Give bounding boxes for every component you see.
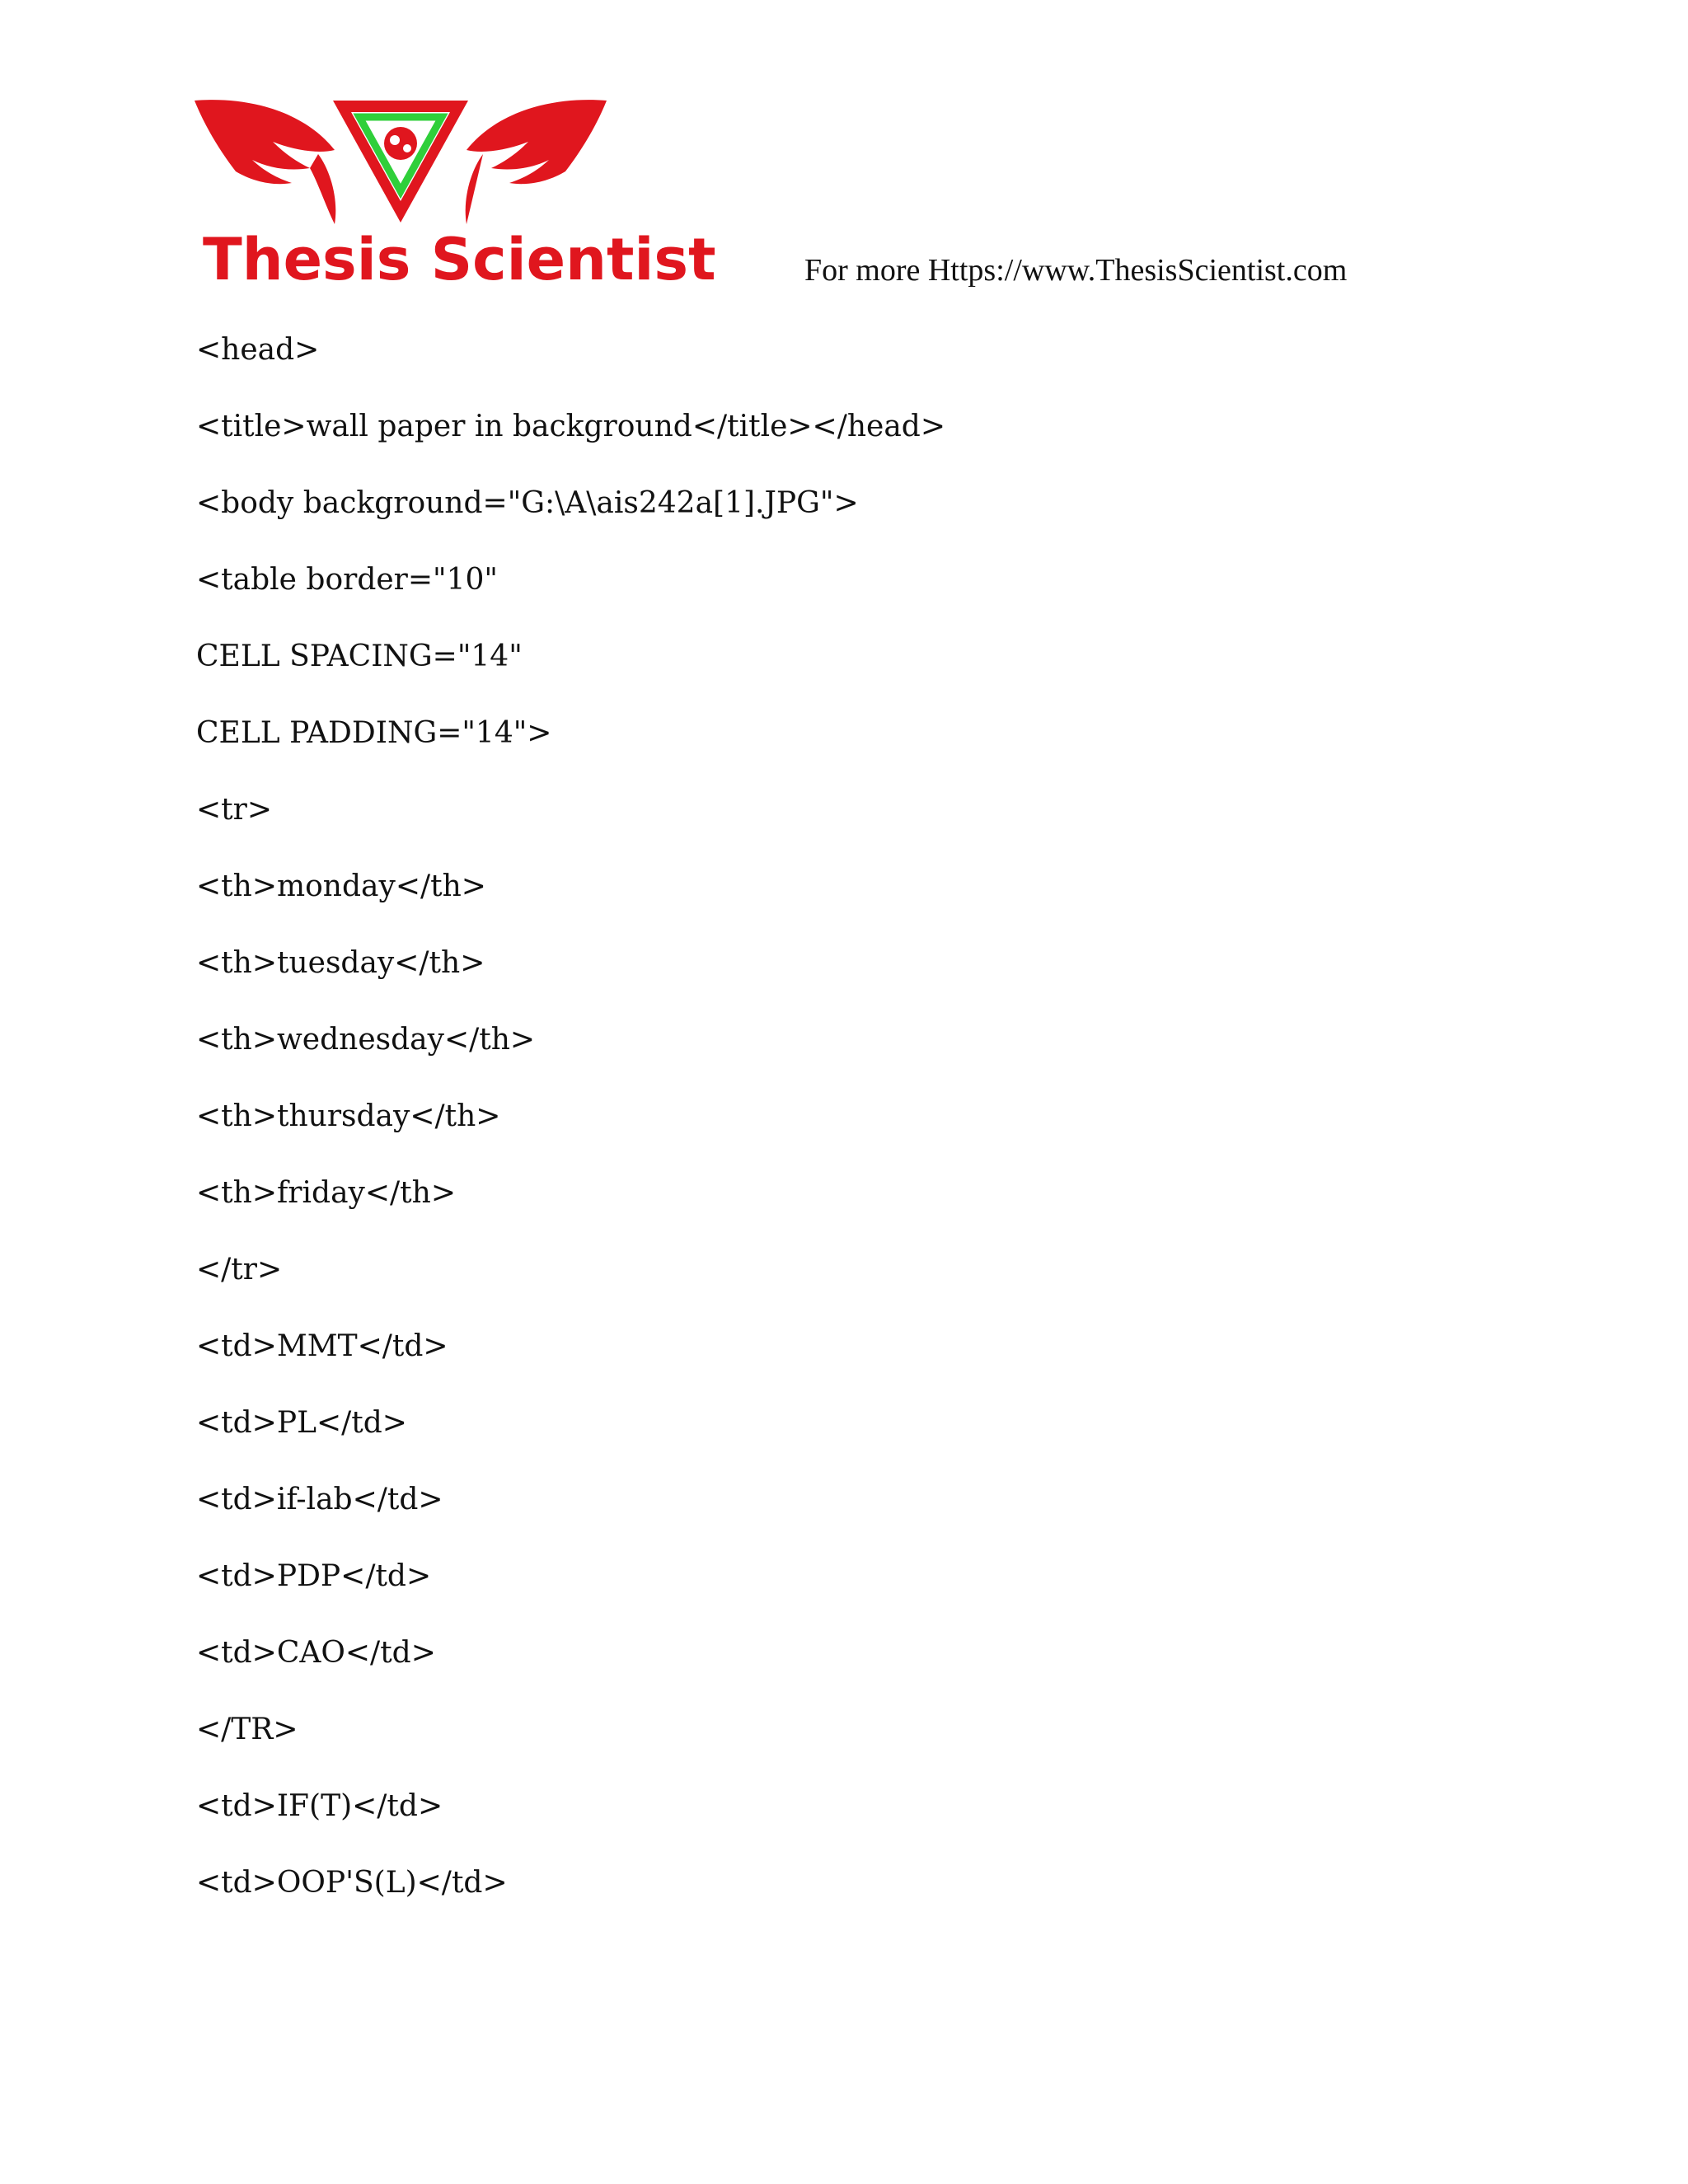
code-line: <td>PDP</td>	[196, 1559, 432, 1593]
logo-wordmark: Thesis Scientist	[203, 226, 716, 293]
code-line: <title>wall paper in background</title></head>	[196, 410, 945, 443]
code-line: <td>IF(T)</td>	[196, 1789, 443, 1823]
winged-triangle-logo-icon	[195, 92, 607, 241]
code-line: <body background="G:\A\ais242a[1].JPG">	[196, 486, 859, 520]
code-line: <tr>	[196, 793, 273, 827]
code-line: <th>wednesday</th>	[196, 1023, 536, 1057]
code-line: <table border="10"	[196, 563, 498, 597]
header-website-link[interactable]: For more Https://www.ThesisScientist.com	[804, 253, 1348, 288]
code-line: <th>monday</th>	[196, 869, 486, 903]
code-line: <head>	[196, 333, 320, 367]
code-line: <td>OOP'S(L)</td>	[196, 1866, 508, 1900]
thesis-scientist-logo	[195, 92, 716, 298]
code-line: CELL SPACING="14"	[196, 640, 523, 673]
html-code-listing	[196, 330, 945, 1939]
code-line: <td>PL</td>	[196, 1406, 407, 1440]
code-line: <th>tuesday</th>	[196, 946, 485, 980]
code-line: <th>thursday</th>	[196, 1099, 501, 1133]
code-line: <td>MMT</td>	[196, 1329, 448, 1363]
page-header	[0, 0, 1688, 313]
code-line: </TR>	[196, 1713, 298, 1746]
code-line: <td>if-lab</td>	[196, 1483, 443, 1516]
code-line: </tr>	[196, 1253, 283, 1286]
code-line: <td>CAO</td>	[196, 1636, 436, 1670]
code-line: <th>friday</th>	[196, 1176, 456, 1210]
code-line: CELL PADDING="14">	[196, 716, 552, 750]
